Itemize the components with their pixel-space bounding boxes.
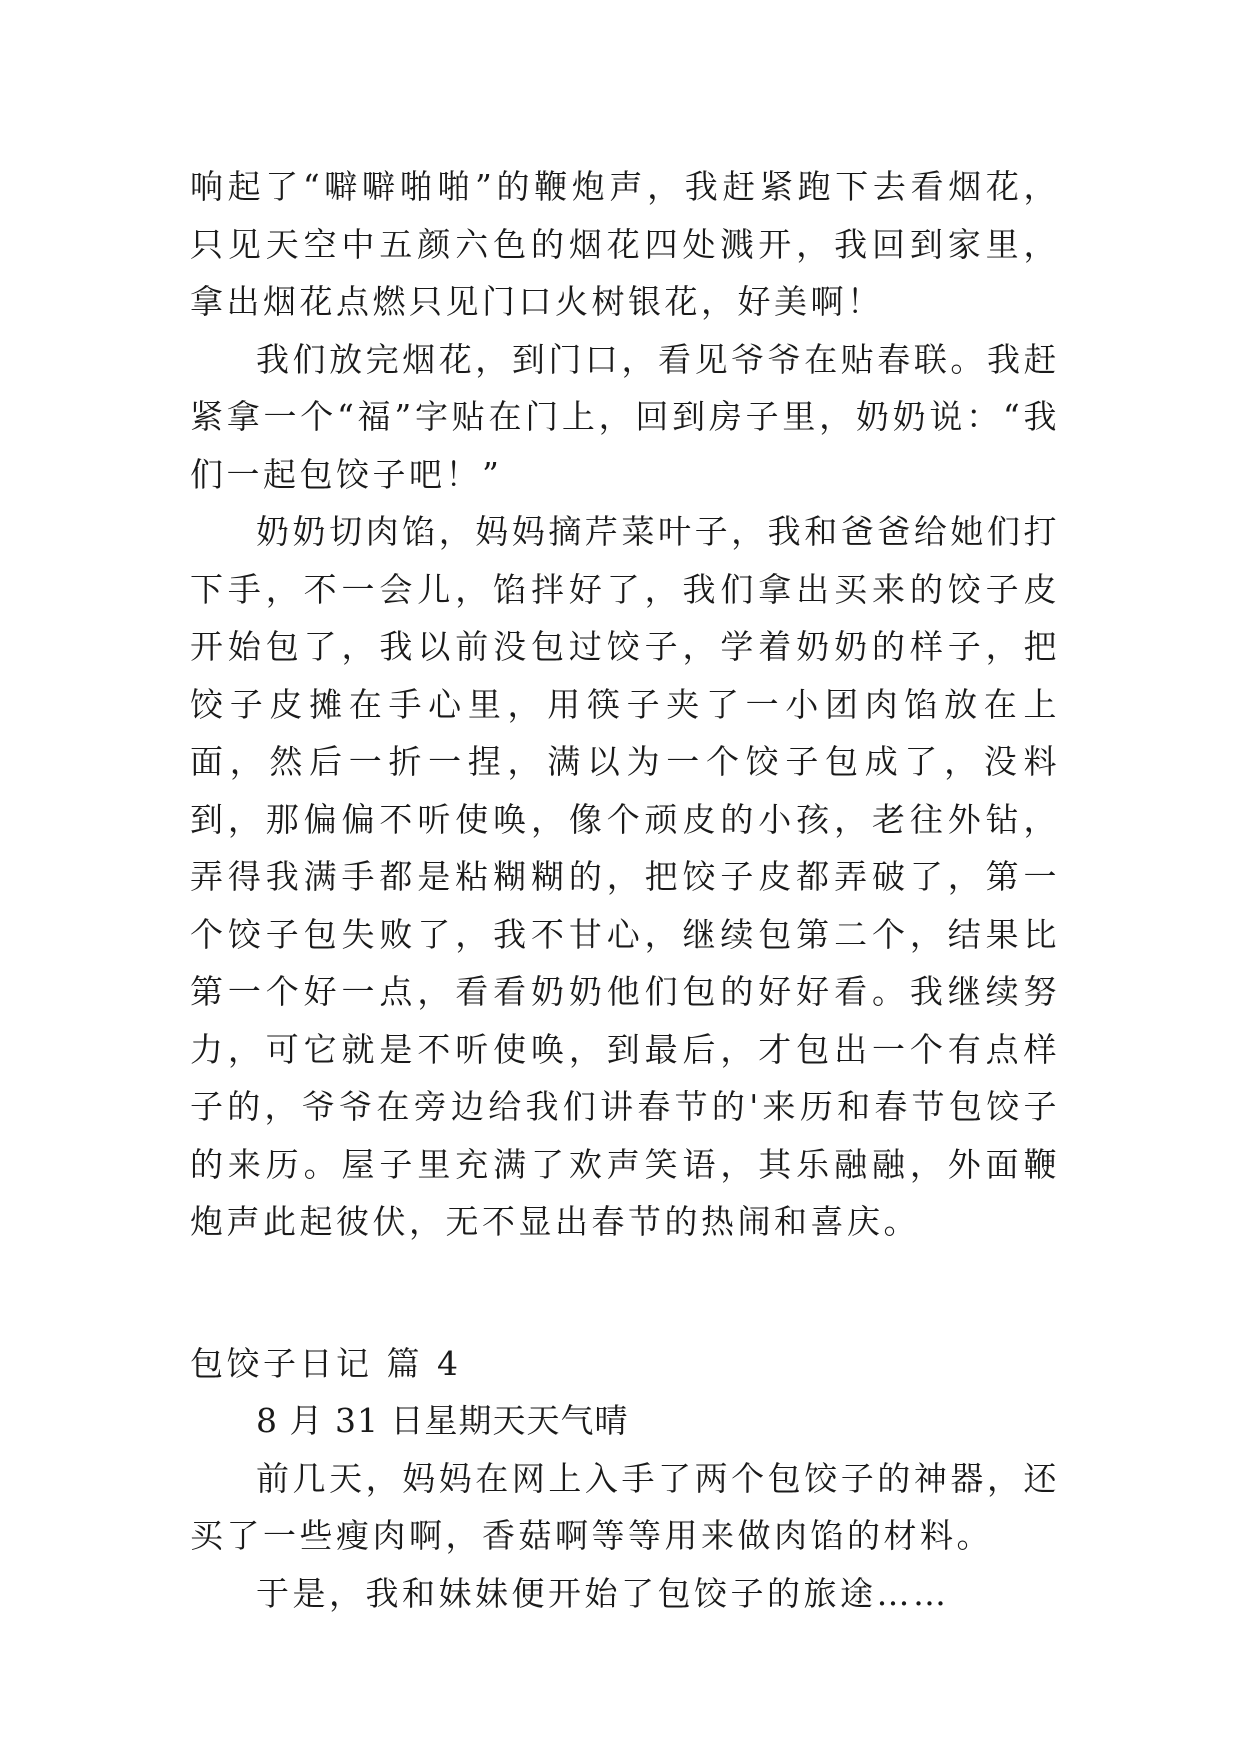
document-body <box>190 158 1060 1622</box>
section-heading: 包饺子日记 篇 4 <box>190 1343 462 1383</box>
paragraph-journey-begins: 于是，我和妹妹便开始了包饺子的旅途…… <box>256 1573 950 1613</box>
paragraph-couplets: 我们放完烟花，到门口，看见爷爷在贴春联。我赶紧拿一个“福”字贴在门上，回到房子里，奶奶说：“我们一起包饺子吧！” <box>190 339 1060 494</box>
paragraph-making-dumplings: 奶奶切肉馅，妈妈摘芹菜叶子，我和爸爸给她们打下手，不一会儿，馅拌好了，我们拿出买来的饺子皮开始包了，我以前没包过饺子，学着奶奶的样子，把饺子皮摊在手心里，用筷子夹了一小团肉馅放在上面，然后一折一捏，满以为一个饺子包成了，没料到，那偏偏不听使唤，像个顽皮的小孩，老往外钻，弄得我满手都是粘糊糊的，把饺子皮都弄破了，第一个饺子包失败了，我不甘心，继续包第二个，结果比第一个好一点，看看奶奶他们包的好好看。我继续努力，可它就是不听使唤，到最后，才包出一个有点样子的，爷爷在旁边给我们讲春节的'来历和春节包饺子的来历。屋子里充满了欢声笑语，其乐融融，外面鞭炮声此起彼伏，无不显出春节的热闹和喜庆。 <box>190 512 1060 1241</box>
paragraph-dumpling-tools: 前几天，妈妈在网上入手了两个包饺子的神器，还买了一些瘦肉啊，香菇啊等等用来做肉馅的材料。 <box>190 1458 1060 1555</box>
diary-date: 8 月 31 日星期天天气晴 <box>256 1401 629 1440</box>
paragraph-fireworks: 响起了“噼噼啪啪”的鞭炮声，我赶紧跑下去看烟花，只见天空中五颜六色的烟花四处溅开，我回到家里，拿出烟花点燃只见门口火树银花，好美啊！ <box>190 167 1060 321</box>
section-spacer <box>190 1251 1060 1335</box>
